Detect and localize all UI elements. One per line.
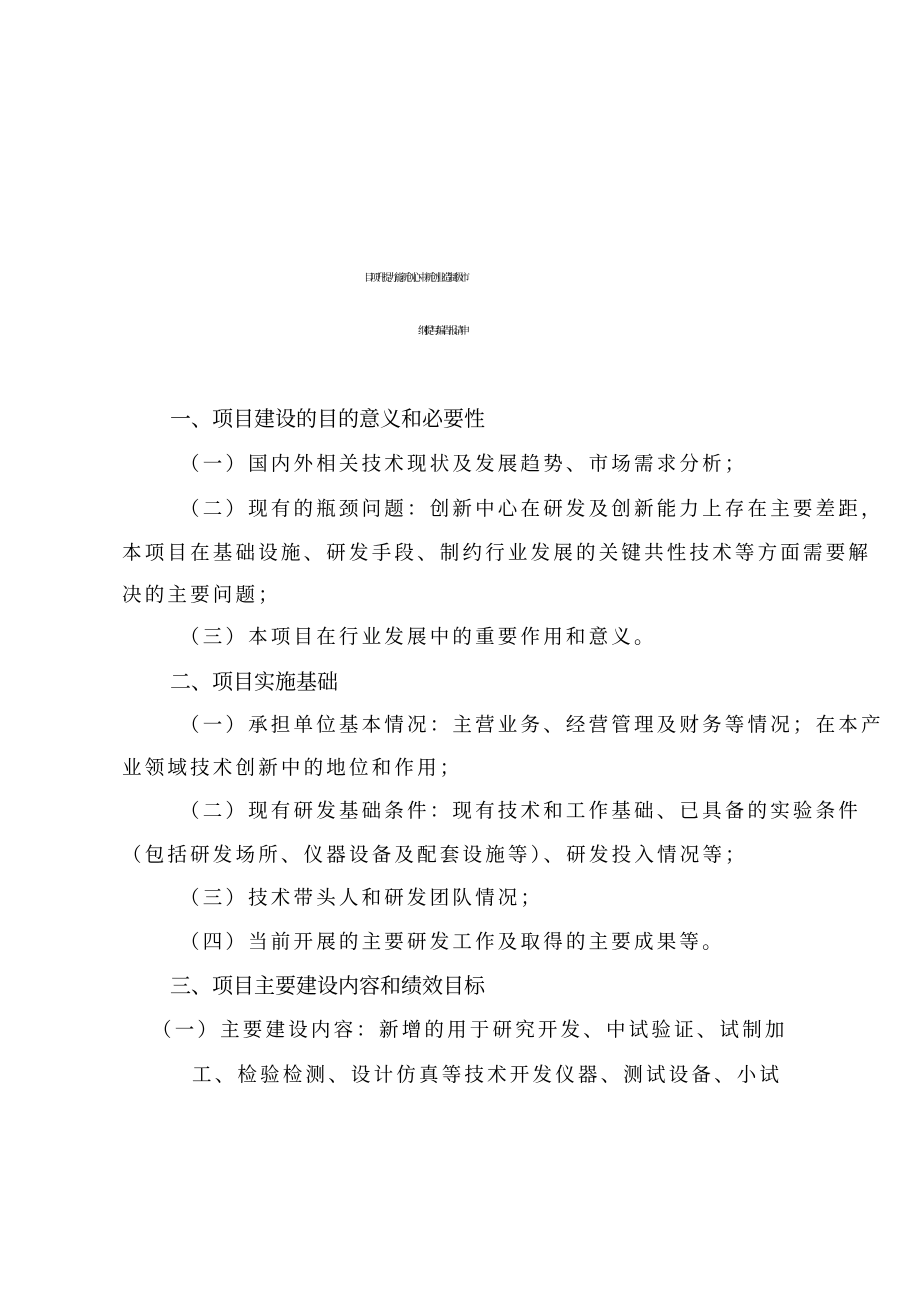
section-1-item-2-line-1: （二）现有的瓶颈问题：创新中心在研发及创新能力上存在主要差距， xyxy=(180,497,884,520)
section-2-item-3: （三）技术带头人和研发团队情况； xyxy=(180,886,544,909)
section-heading-2: 二、项目实施基础 xyxy=(170,670,338,694)
section-2-item-2-line-1: （二）现有研发基础条件：现有技术和工作基础、已具备的实验条件 xyxy=(180,799,862,822)
section-2-item-1-line-1: （一）承担单位基本情况：主营业务、经营管理及财务等情况；在本产 xyxy=(180,713,884,736)
section-heading-1: 一、项目建设的目的意义和必要性 xyxy=(170,407,485,431)
document-title-line-1 xyxy=(0,259,920,299)
section-1-item-2-line-2: 本项目在基础设施、研发手段、制约行业发展的关键共性技术等方面需要解 xyxy=(122,541,872,564)
section-heading-3: 三、项目主要建设内容和绩效目标 xyxy=(170,974,485,998)
section-3-item-1-line-2: 工、检验检测、设计仿真等技术开发仪器、测试设备、小试 xyxy=(192,1063,783,1086)
section-2-item-1-line-2: 业领域技术创新中的地位和作用； xyxy=(122,756,463,779)
section-1-item-1: （一）国内外相关技术现状及发展趋势、市场需求分析； xyxy=(180,452,748,475)
section-1-item-3: （三）本项目在行业发展中的重要作用和意义。 xyxy=(180,625,657,648)
section-3-item-1-line-1: （一）主要建设内容：新增的用于研究开发、中试验证、试制加 xyxy=(152,1018,788,1041)
document-title-line-2 xyxy=(0,312,920,352)
section-2-item-2-line-2: （包括研发场所、仪器设备及配套设施等）、研发投入情况等； xyxy=(122,843,748,866)
section-1-item-2-line-3: 决的主要问题； xyxy=(122,583,281,606)
section-2-item-4: （四）当前开展的主要研发工作及取得的主要成果等。 xyxy=(180,930,725,953)
